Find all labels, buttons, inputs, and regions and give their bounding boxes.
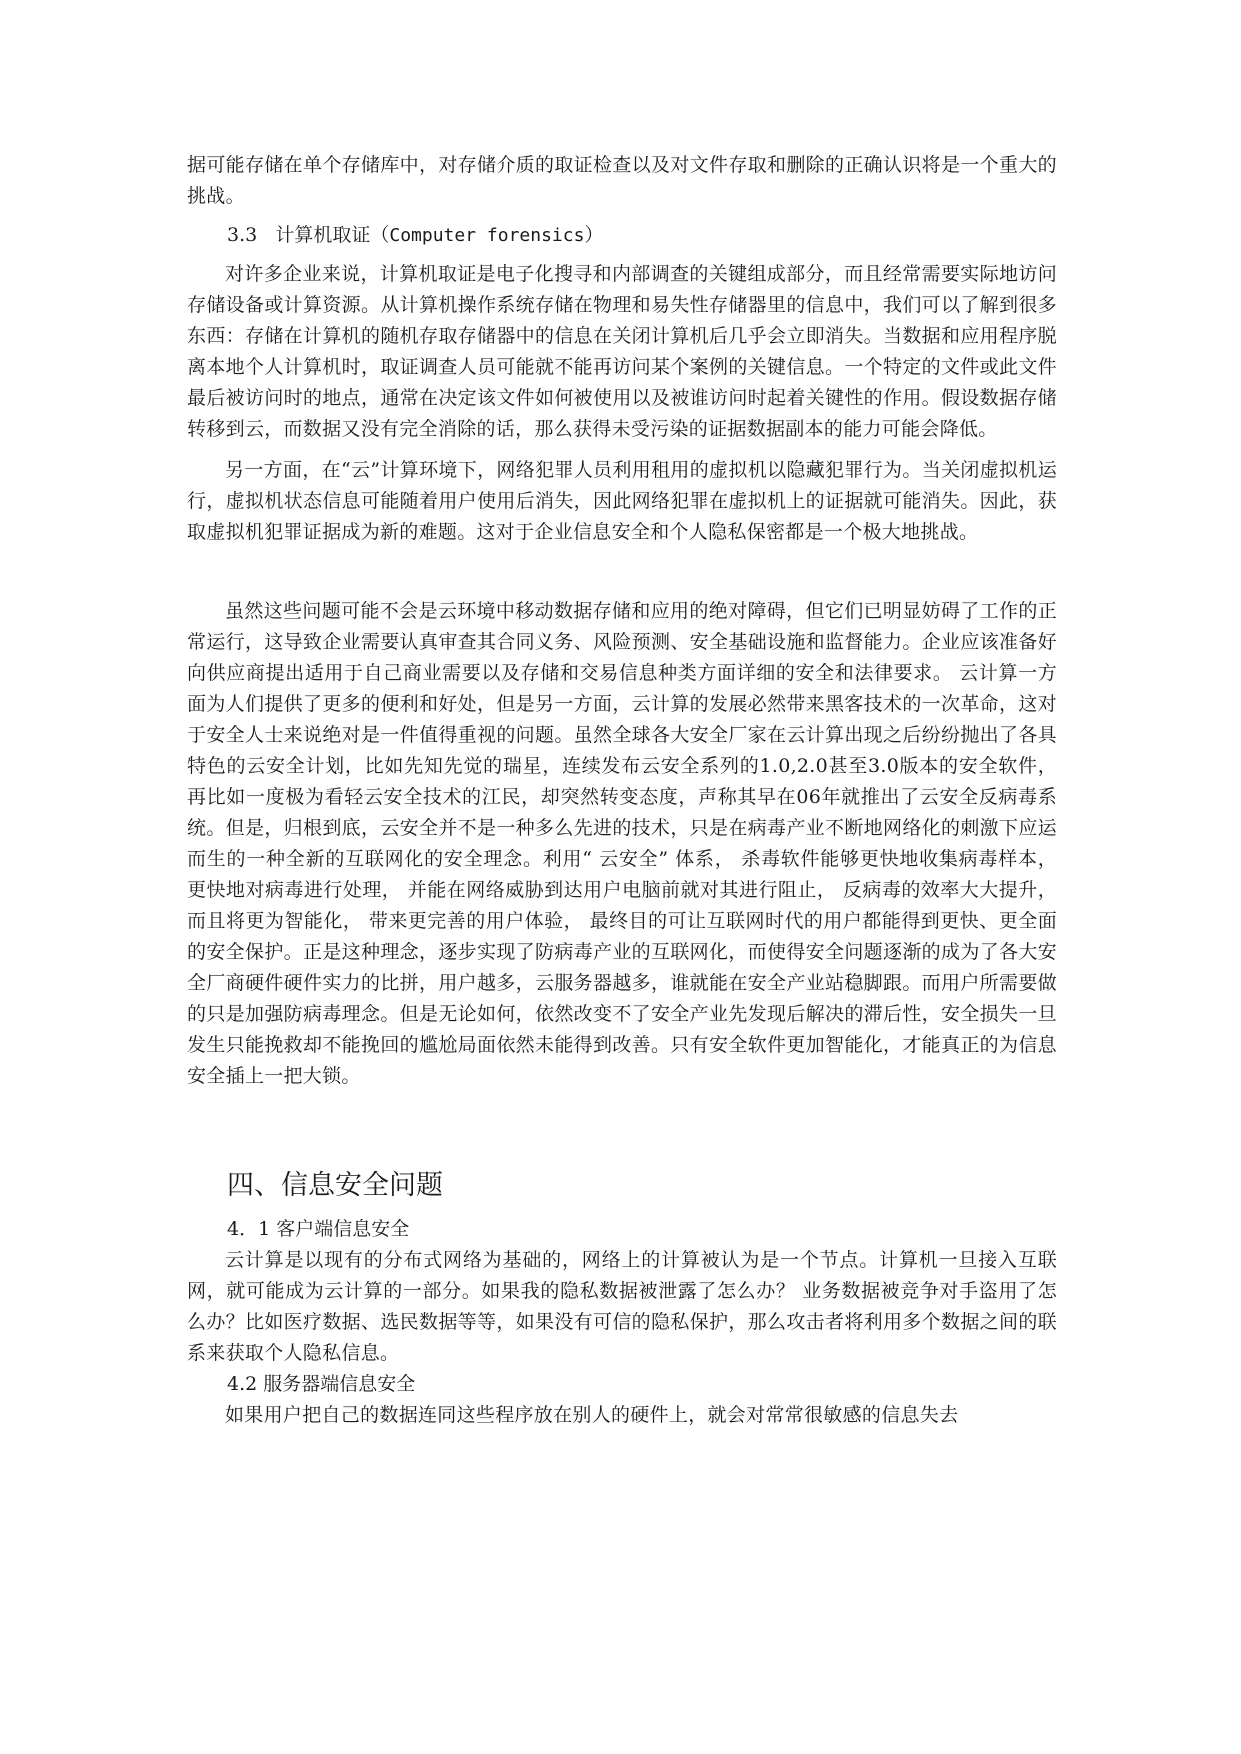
chapter-4-heading: 四、信息安全问题 [227,1170,443,1201]
section-number: 3.3 [227,224,258,246]
section-4-1-heading: 4．1 客户端信息安全 [227,1218,410,1240]
paragraph-summary: 虽然这些问题可能不会是云环境中移动数据存储和应用的绝对障碍，但它们已明显妨碍了工作的正常运行，这导致企业需要认真审查其合同义务、风险预测、安全基础设施和监督能力。企业应该准备好向供应商提出适用于自己商业需要以及存储和交易信息种类方面详细的安全和法律要求。 云计算一方面为人们提供了更多的便利和好处，但是另一方面，云计算的发展必然带来黑客技术的一次革命，这对于安全人士来说绝对是一件值得重视的问题。虽然全球各大安全厂家在云计算出现之后纷纷抛出了各具特色的云安全计划，比如先知先觉的瑞星，连续发布云安全系列的1.0,2.0甚至3.0版本的安全软件，再比如一度极为看轻云安全技术的江民，却突然转变态度，声称其早在06年就推出了云安全反病毒系统。但是，归根到底，云安全并不是一种多么先进的技术，只是在病毒产业不断地网络化的刺激下应运而生的一种全新的互联网化的安全理念。利用“ 云安全” 体系， 杀毒软件能够更快地收集病毒样本， 更快地对病毒进行处理， 并能在网络威胁到达用户电脑前就对其进行阻止， 反病毒的效率大大提升， 而且将更为智能化， 带来更完善的用户体验， 最终目的可让互联网时代的用户都能得到更快、更全面的安全保护。正是这种理念，逐步实现了防病毒产业的互联网化，而使得安全问题逐渐的成为了各大安全厂商硬件硬件实力的比拼，用户越多，云服务器越多，谁就能在安全产业站稳脚跟。而用户所需要做的只是加强防病毒理念。但是无论如何，依然改变不了安全产业先发现后解决的滞后性，安全损失一旦发生只能挽救却不能挽回的尴尬局面依然未能得到改善。只有安全软件更加智能化，才能真正的为信息安全插上一把大锁。 [187,600,1057,1087]
paragraph-client-security: 云计算是以现有的分布式网络为基础的，网络上的计算被认为是一个节点。计算机一旦接入互联网，就可能成为云计算的一部分。如果我的隐私数据被泄露了怎么办？ 业务数据被竞争对手盗用了怎么办？比如医疗数据、选民数据等等，如果没有可信的隐私保护，那么攻击者将利用多个数据之间的联系来获取个人隐私信息。 [187,1249,1057,1364]
page-content [187,150,1057,1431]
section-title-en: Computer forensics [389,225,585,246]
section-title-close: ） [584,224,604,246]
paragraph-server-security: 如果用户把自己的数据连同这些程序放在别人的硬件上，就会对常常很敏感的信息失去 [225,1404,959,1426]
section-title: 计算机取证（ [275,224,390,246]
section-3-3-heading [187,220,1057,251]
section-4-2-heading: 4.2 服务器端信息安全 [227,1373,416,1395]
paragraph-intro-continued: 据可能存储在单个存储库中，对存储介质的取证检查以及对文件存取和删除的正确认识将是一个重大的挑战。 [187,154,1057,207]
paragraph-forensics-a: 对许多企业来说，计算机取证是电子化搜寻和内部调查的关键组成部分，而且经常需要实际地访问存储设备或计算资源。从计算机操作系统存储在物理和易失性存储器里的信息中，我们可以了解到很多东西：存储在计算机的随机存取存储器中的信息在关闭计算机后几乎会立即消失。当数据和应用程序脱离本地个人计算机时，取证调查人员可能就不能再访问某个案例的关键信息。一个特定的文件或此文件最后被访问时的地点，通常在决定该文件如何被使用以及被谁访问时起着关键性的作用。假设数据存储转移到云，而数据又没有完全消除的话，那么获得未受污染的证据数据副本的能力可能会降低。 [187,263,1057,440]
paragraph-forensics-b: 另一方面，在“云”计算环境下，网络犯罪人员利用租用的虚拟机以隐藏犯罪行为。当关闭虚拟机运行，虚拟机状态信息可能随着用户使用后消失，因此网络犯罪在虚拟机上的证据就可能消失。因此，获取虚拟机犯罪证据成为新的难题。这对于企业信息安全和个人隐私保密都是一个极大地挑战。 [187,459,1057,543]
